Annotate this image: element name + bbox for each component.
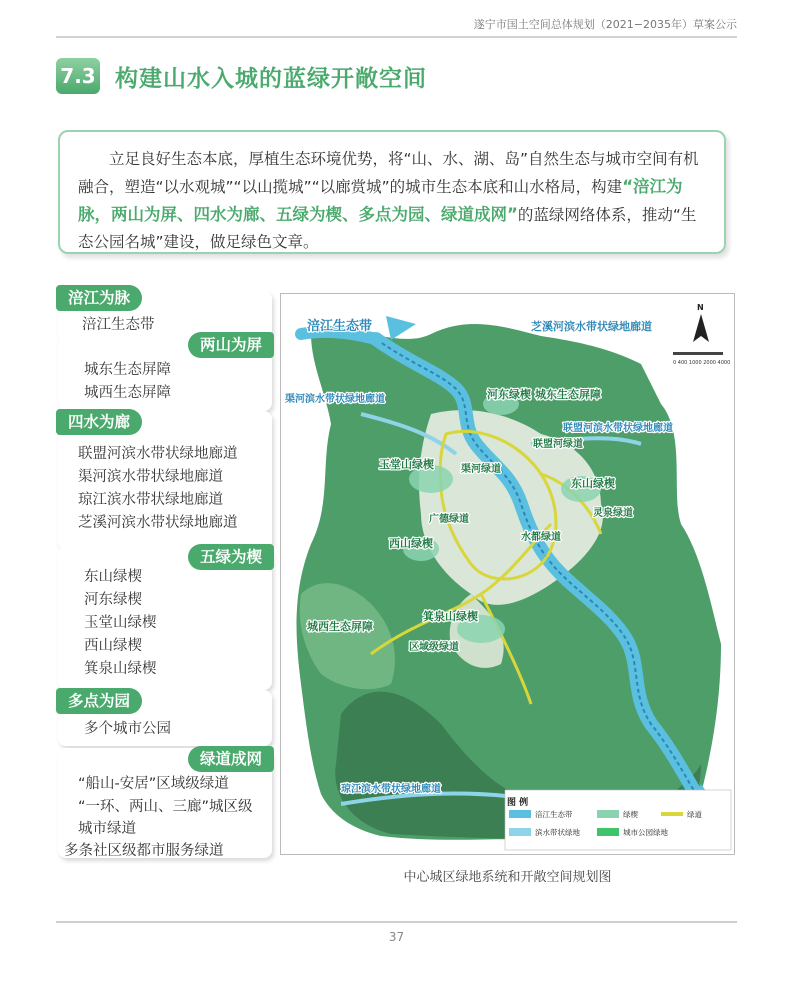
group-item: 城西生态屏障 xyxy=(84,385,171,401)
header-divider xyxy=(56,36,737,38)
intro-text-part1: 立足良好生态本底，厚植生态环境优势，将“山、水、湖、岛”自然生态与城市空间有机融合，塑造“以水观城”“以山揽城”“以廊赏城”的城市生态本底和山水格局，构建 xyxy=(78,150,699,196)
label-dongshan: 东山绿楔 xyxy=(571,477,615,490)
page-number: 37 xyxy=(388,930,405,944)
group-item: 箕泉山绿楔 xyxy=(84,661,157,677)
label-hedong: 河东绿楔 xyxy=(487,388,531,401)
document-title: 遂宁市国土空间总体规划（2021−2035年）草案公示 xyxy=(473,18,737,31)
group-title-sishui: 四水为廊 xyxy=(56,409,142,435)
group-item: 涪江生态带 xyxy=(82,317,155,333)
group-liangshan xyxy=(58,334,272,411)
intro-highlight: “涪江为脉，两山为屏、四水为廊、五绿为楔、多点为园、绿道成网” xyxy=(78,177,683,224)
legend-swatch-fujiang xyxy=(509,810,531,818)
group-item: “一环、两山、三廊”城区级城市绿道 xyxy=(78,799,253,837)
north-label: N xyxy=(697,303,704,312)
intro-box xyxy=(58,130,726,254)
group-item: 西山绿楔 xyxy=(84,638,142,654)
legend-park: 城市公园绿地 xyxy=(623,828,668,837)
legend-swatch-greenway xyxy=(661,812,683,816)
label-chengxi: 城西生态屏障 xyxy=(307,620,373,633)
group-title-duodian: 多点为园 xyxy=(56,688,142,714)
intro-text-part2: 的蓝绿网络体系，推动“生态公园名城”建设，做足绿色文章。 xyxy=(78,206,697,251)
legend-waterfront: 滨水带状绿地 xyxy=(535,828,580,837)
green-space-map xyxy=(280,293,735,855)
legend-greenway: 绿道 xyxy=(687,810,702,819)
map-caption: 中心城区绿地系统和开敞空间规划图 xyxy=(403,870,612,885)
footer-divider xyxy=(56,921,737,923)
label-shuidu: 水都绿道 xyxy=(521,532,561,543)
section-number-badge: 7.3 xyxy=(56,58,100,94)
legend-swatch-waterfront xyxy=(509,828,531,836)
intro-paragraph xyxy=(78,146,706,256)
group-duodian xyxy=(58,690,272,746)
legend-swatch-park xyxy=(597,828,619,836)
group-title-fujiang: 涪江为脉 xyxy=(56,285,142,311)
group-item: 芝溪河滨水带状绿地廊道 xyxy=(78,515,238,531)
label-yutang: 玉堂山绿楔 xyxy=(379,458,434,471)
label-lianmeng-corridor: 联盟河滨水带状绿地廊道 xyxy=(563,423,673,434)
label-lianmeng-greenway: 联盟河绿道 xyxy=(533,439,583,450)
group-title-lvdao: 绿道成网 xyxy=(188,746,274,772)
legend-title: 图 例 xyxy=(507,798,529,808)
group-item: 东山绿楔 xyxy=(84,569,142,585)
label-xishan: 西山绿楔 xyxy=(389,537,433,550)
legend-swatch-wedge xyxy=(597,810,619,818)
label-zhixi: 芝溪河滨水带状绿地廊道 xyxy=(531,320,652,333)
label-quhe-greenway: 渠河绿道 xyxy=(461,464,501,475)
label-qiongjiang: 琼江滨水带状绿地廊道 xyxy=(341,784,441,795)
group-sishui xyxy=(58,411,272,550)
group-item: 多个城市公园 xyxy=(84,721,171,737)
group-wulv xyxy=(58,546,272,690)
scale-text: 0 400 1000 2000 4000 xyxy=(673,360,731,366)
group-item: “船山-安居”区域级绿道 xyxy=(78,776,229,792)
map-legend xyxy=(505,790,731,850)
legend-fujiang: 涪江生态带 xyxy=(535,810,573,819)
label-fujiang: 涪江生态带 xyxy=(307,319,373,334)
label-jiquan: 箕泉山绿楔 xyxy=(423,610,478,623)
group-item: 多条社区级都市服务绿道 xyxy=(64,843,224,859)
group-item: 河东绿楔 xyxy=(84,592,142,608)
group-item: 渠河滨水带状绿地廊道 xyxy=(78,469,223,485)
group-item: 联盟河滨水带状绿地廊道 xyxy=(78,446,238,462)
label-chengdong: 城东生态屏障 xyxy=(535,388,601,401)
section-title: 构建山水入城的蓝绿开敞空间 xyxy=(115,66,427,92)
group-item: 玉堂山绿楔 xyxy=(84,615,157,631)
group-title-liangshan: 两山为屏 xyxy=(188,332,274,358)
label-guangde: 广德绿道 xyxy=(429,514,469,525)
scale-bar xyxy=(673,352,723,355)
group-item: 城东生态屏障 xyxy=(84,362,171,378)
group-lvdao xyxy=(58,748,272,858)
label-quhe: 渠河滨水带状绿地廊道 xyxy=(285,394,385,405)
label-lingquan: 灵泉绿道 xyxy=(593,508,633,519)
label-quyu: 区域级绿道 xyxy=(409,642,459,653)
group-title-wulv: 五绿为楔 xyxy=(188,544,274,570)
legend-wedge: 绿楔 xyxy=(623,810,638,819)
group-item: 琼江滨水带状绿地廊道 xyxy=(78,492,223,508)
